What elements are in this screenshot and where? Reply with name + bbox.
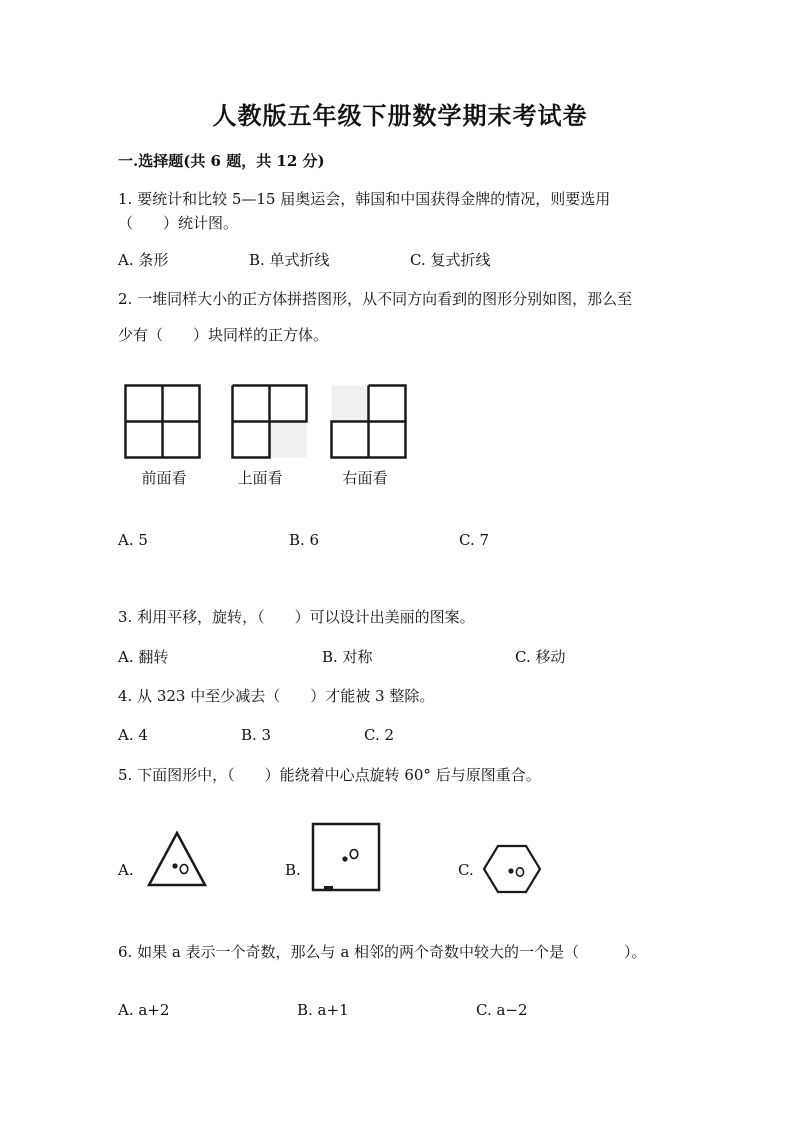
top-view-figure bbox=[231, 384, 309, 460]
q3-option-c: C. 移动 bbox=[515, 648, 566, 666]
q6-option-c: C. a−2 bbox=[476, 1001, 528, 1019]
q6-option-b: B. a+1 bbox=[297, 1001, 349, 1019]
q2-option-a: A. 5 bbox=[118, 531, 148, 549]
section-heading: 一.选择题(共 6 题，共 12 分) bbox=[118, 152, 325, 170]
question-2-line-1: 2. 一堆同样大小的正方体拼搭图形，从不同方向看到的图形分别如图，那么至 bbox=[118, 290, 633, 308]
q1-option-b: B. 单式折线 bbox=[249, 251, 330, 269]
q3-option-b: B. 对称 bbox=[322, 648, 373, 666]
question-4-text: 4. 从 323 中至少减去（ ）才能被 3 整除。 bbox=[118, 687, 435, 705]
q1-option-a: A. 条形 bbox=[118, 251, 169, 269]
q5-option-a: A. bbox=[118, 861, 134, 879]
hexagon-figure bbox=[482, 843, 542, 895]
question-1-line-2: （ ）统计图。 bbox=[118, 214, 239, 232]
square-figure bbox=[311, 822, 381, 892]
question-5-text: 5. 下面图形中，（ ）能绕着中心点旋转 60° 后与原图重合。 bbox=[118, 766, 541, 784]
question-6-text: 6. 如果 a 表示一个奇数，那么与 a 相邻的两个奇数中较大的一个是（ ）。 bbox=[118, 943, 647, 961]
page-title: 人教版五年级下册数学期末考试卷 bbox=[212, 101, 588, 130]
front-view-figure bbox=[124, 384, 202, 460]
question-2-line-2: 少有（ ）块同样的正方体。 bbox=[118, 326, 329, 344]
q4-option-a: A. 4 bbox=[118, 726, 148, 744]
front-view-caption: 前面看 bbox=[141, 469, 187, 487]
q6-option-a: A. a+2 bbox=[118, 1001, 170, 1019]
question-1-line-1: 1. 要统计和比较 5—15 届奥运会，韩国和中国获得金牌的情况，则要选用 bbox=[118, 190, 611, 208]
top-view-caption: 上面看 bbox=[237, 469, 283, 487]
q2-option-c: C. 7 bbox=[459, 531, 490, 549]
q5-option-b: B. bbox=[285, 861, 301, 879]
question-3-text: 3. 利用平移，旋转，（ ）可以设计出美丽的图案。 bbox=[118, 608, 475, 626]
q4-option-c: C. 2 bbox=[364, 726, 395, 744]
q2-option-b: B. 6 bbox=[289, 531, 320, 549]
q3-option-a: A. 翻转 bbox=[118, 648, 169, 666]
triangle-figure bbox=[146, 830, 208, 888]
q5-option-c: C. bbox=[458, 861, 474, 879]
right-view-figure bbox=[330, 384, 408, 460]
q1-option-c: C. 复式折线 bbox=[410, 251, 491, 269]
q4-option-b: B. 3 bbox=[241, 726, 272, 744]
right-view-caption: 右面看 bbox=[342, 469, 388, 487]
